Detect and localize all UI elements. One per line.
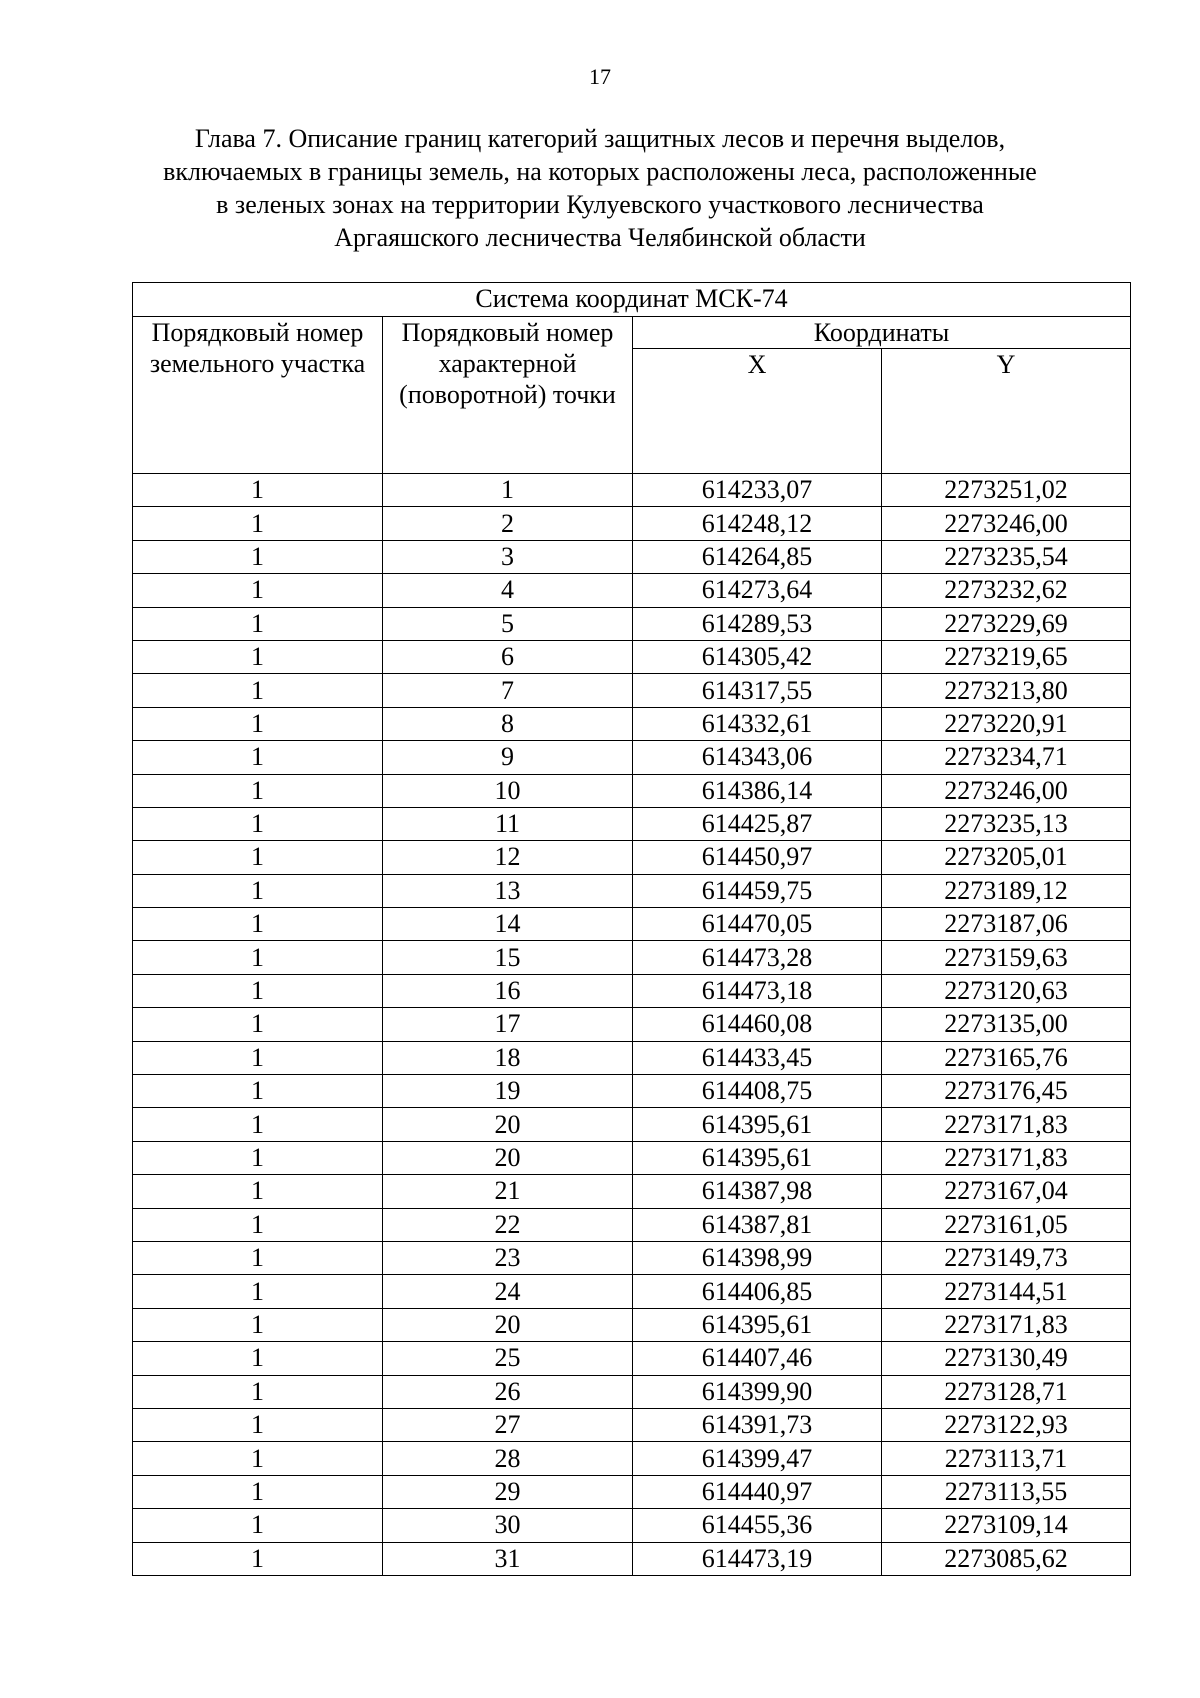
cell-plot-number: 1 [133,474,383,507]
cell-x: 614408,75 [633,1075,882,1108]
table-row [133,1141,1131,1174]
cell-point-number: 13 [383,874,633,907]
cell-plot-number: 1 [133,640,383,673]
cell-y: 2273205,01 [882,841,1131,874]
cell-point-number: 21 [383,1175,633,1208]
cell-point-number: 16 [383,974,633,1007]
cell-plot-number: 1 [133,1475,383,1508]
table-row [133,841,1131,874]
table-row [133,607,1131,640]
table-row [133,574,1131,607]
cell-x: 614433,45 [633,1041,882,1074]
table-row [133,908,1131,941]
cell-point-number: 22 [383,1208,633,1241]
table-row [133,1208,1131,1241]
cell-plot-number: 1 [133,1308,383,1341]
table-row [133,941,1131,974]
cell-plot-number: 1 [133,607,383,640]
column-header-plot-number: Порядковый номер земельного участка [133,317,383,474]
cell-plot-number: 1 [133,1241,383,1274]
table-row [133,1108,1131,1141]
heading-line: в зеленых зонах на территории Кулуевского участкового лесничества [216,190,984,219]
cell-plot-number: 1 [133,1375,383,1408]
table-header [133,283,1131,474]
cell-y: 2273130,49 [882,1342,1131,1375]
cell-x: 614305,42 [633,640,882,673]
table-row [133,674,1131,707]
cell-plot-number: 1 [133,1275,383,1308]
cell-plot-number: 1 [133,807,383,840]
cell-plot-number: 1 [133,1008,383,1041]
cell-point-number: 10 [383,774,633,807]
table-row [133,707,1131,740]
cell-plot-number: 1 [133,841,383,874]
table-row [133,1509,1131,1542]
cell-point-number: 31 [383,1542,633,1575]
cell-x: 614425,87 [633,807,882,840]
chapter-heading [100,122,1100,254]
cell-y: 2273235,13 [882,807,1131,840]
table-row [133,1075,1131,1108]
cell-x: 614440,97 [633,1475,882,1508]
cell-plot-number: 1 [133,908,383,941]
cell-point-number: 19 [383,1075,633,1108]
cell-x: 614391,73 [633,1408,882,1441]
cell-x: 614387,81 [633,1208,882,1241]
cell-point-number: 8 [383,707,633,740]
cell-plot-number: 1 [133,741,383,774]
cell-y: 2273234,71 [882,741,1131,774]
cell-x: 614399,90 [633,1375,882,1408]
cell-point-number: 28 [383,1442,633,1475]
table-row [133,774,1131,807]
cell-y: 2273109,14 [882,1509,1131,1542]
cell-x: 614398,99 [633,1241,882,1274]
cell-x: 614233,07 [633,474,882,507]
cell-x: 614450,97 [633,841,882,874]
cell-x: 614406,85 [633,1275,882,1308]
cell-plot-number: 1 [133,1442,383,1475]
cell-point-number: 20 [383,1108,633,1141]
coordinate-system-label: Система координат МСК-74 [133,283,1131,317]
cell-x: 614395,61 [633,1141,882,1174]
table-row [133,1342,1131,1375]
table-row [133,874,1131,907]
cell-x: 614343,06 [633,741,882,774]
cell-point-number: 14 [383,908,633,941]
cell-plot-number: 1 [133,774,383,807]
cell-plot-number: 1 [133,540,383,573]
cell-y: 2273176,45 [882,1075,1131,1108]
table-row [133,540,1131,573]
cell-point-number: 3 [383,540,633,573]
cell-plot-number: 1 [133,574,383,607]
cell-x: 614407,46 [633,1342,882,1375]
cell-y: 2273113,71 [882,1442,1131,1475]
cell-y: 2273187,06 [882,908,1131,941]
coordinates-table [132,282,1131,1576]
table-row [133,1542,1131,1575]
cell-y: 2273229,69 [882,607,1131,640]
table-row [133,507,1131,540]
column-header-point-number: Порядковый номер характерной (поворотной) точки [383,317,633,474]
cell-point-number: 6 [383,640,633,673]
cell-x: 614473,28 [633,941,882,974]
cell-plot-number: 1 [133,1342,383,1375]
table-row [133,1175,1131,1208]
cell-point-number: 11 [383,807,633,840]
page-number: 17 [589,64,611,89]
table-row [133,640,1131,673]
cell-x: 614317,55 [633,674,882,707]
cell-point-number: 4 [383,574,633,607]
cell-point-number: 30 [383,1509,633,1542]
cell-x: 614248,12 [633,507,882,540]
cell-point-number: 26 [383,1375,633,1408]
cell-y: 2273213,80 [882,674,1131,707]
table-row [133,1475,1131,1508]
cell-y: 2273144,51 [882,1275,1131,1308]
cell-x: 614273,64 [633,574,882,607]
cell-y: 2273122,93 [882,1408,1131,1441]
cell-point-number: 5 [383,607,633,640]
cell-point-number: 20 [383,1141,633,1174]
cell-plot-number: 1 [133,1408,383,1441]
cell-x: 614473,18 [633,974,882,1007]
cell-plot-number: 1 [133,874,383,907]
table-row [133,1275,1131,1308]
cell-plot-number: 1 [133,1041,383,1074]
cell-plot-number: 1 [133,1108,383,1141]
cell-x: 614473,19 [633,1542,882,1575]
cell-y: 2273251,02 [882,474,1131,507]
cell-plot-number: 1 [133,1509,383,1542]
cell-x: 614386,14 [633,774,882,807]
cell-point-number: 17 [383,1008,633,1041]
cell-point-number: 25 [383,1342,633,1375]
table-row [133,474,1131,507]
cell-y: 2273120,63 [882,974,1131,1007]
cell-y: 2273246,00 [882,507,1131,540]
table-row [133,1308,1131,1341]
table-body [133,474,1131,1576]
table-row [133,1375,1131,1408]
cell-plot-number: 1 [133,1208,383,1241]
table-row [133,1008,1131,1041]
cell-y: 2273165,76 [882,1041,1131,1074]
cell-point-number: 15 [383,941,633,974]
cell-x: 614459,75 [633,874,882,907]
cell-plot-number: 1 [133,674,383,707]
table-row [133,974,1131,1007]
cell-point-number: 2 [383,507,633,540]
cell-point-number: 24 [383,1275,633,1308]
cell-point-number: 18 [383,1041,633,1074]
cell-x: 614460,08 [633,1008,882,1041]
cell-point-number: 20 [383,1308,633,1341]
cell-point-number: 9 [383,741,633,774]
cell-y: 2273235,54 [882,540,1131,573]
table-row [133,1408,1131,1441]
cell-plot-number: 1 [133,1175,383,1208]
cell-y: 2273135,00 [882,1008,1131,1041]
cell-point-number: 29 [383,1475,633,1508]
cell-y: 2273220,91 [882,707,1131,740]
table-row [133,1041,1131,1074]
heading-line: включаемых в границы земель, на которых расположены леса, расположенные [163,157,1037,186]
cell-plot-number: 1 [133,707,383,740]
cell-y: 2273232,62 [882,574,1131,607]
cell-point-number: 7 [383,674,633,707]
cell-y: 2273128,71 [882,1375,1131,1408]
column-header-coordinates: Координаты [633,317,1131,349]
cell-point-number: 23 [383,1241,633,1274]
cell-y: 2273219,65 [882,640,1131,673]
cell-x: 614395,61 [633,1308,882,1341]
column-header-x: X [633,349,882,474]
cell-y: 2273159,63 [882,941,1131,974]
cell-y: 2273171,83 [882,1108,1131,1141]
cell-x: 614387,98 [633,1175,882,1208]
cell-x: 614455,36 [633,1509,882,1542]
heading-line: Аргаяшского лесничества Челябинской области [334,223,866,252]
table-row [133,1442,1131,1475]
cell-y: 2273161,05 [882,1208,1131,1241]
cell-plot-number: 1 [133,974,383,1007]
cell-plot-number: 1 [133,1542,383,1575]
cell-y: 2273149,73 [882,1241,1131,1274]
cell-point-number: 12 [383,841,633,874]
cell-x: 614289,53 [633,607,882,640]
cell-y: 2273113,55 [882,1475,1131,1508]
cell-x: 614470,05 [633,908,882,941]
cell-plot-number: 1 [133,941,383,974]
table-row [133,741,1131,774]
cell-point-number: 27 [383,1408,633,1441]
cell-x: 614264,85 [633,540,882,573]
cell-x: 614332,61 [633,707,882,740]
cell-x: 614399,47 [633,1442,882,1475]
cell-plot-number: 1 [133,1141,383,1174]
cell-y: 2273189,12 [882,874,1131,907]
cell-x: 614395,61 [633,1108,882,1141]
cell-y: 2273085,62 [882,1542,1131,1575]
table-row [133,807,1131,840]
cell-y: 2273171,83 [882,1141,1131,1174]
cell-plot-number: 1 [133,1075,383,1108]
cell-plot-number: 1 [133,507,383,540]
cell-y: 2273167,04 [882,1175,1131,1208]
column-header-y: Y [882,349,1131,474]
cell-y: 2273246,00 [882,774,1131,807]
table-row [133,1241,1131,1274]
cell-point-number: 1 [383,474,633,507]
cell-y: 2273171,83 [882,1308,1131,1341]
heading-line: Глава 7. Описание границ категорий защитных лесов и перечня выделов, [194,124,1006,153]
